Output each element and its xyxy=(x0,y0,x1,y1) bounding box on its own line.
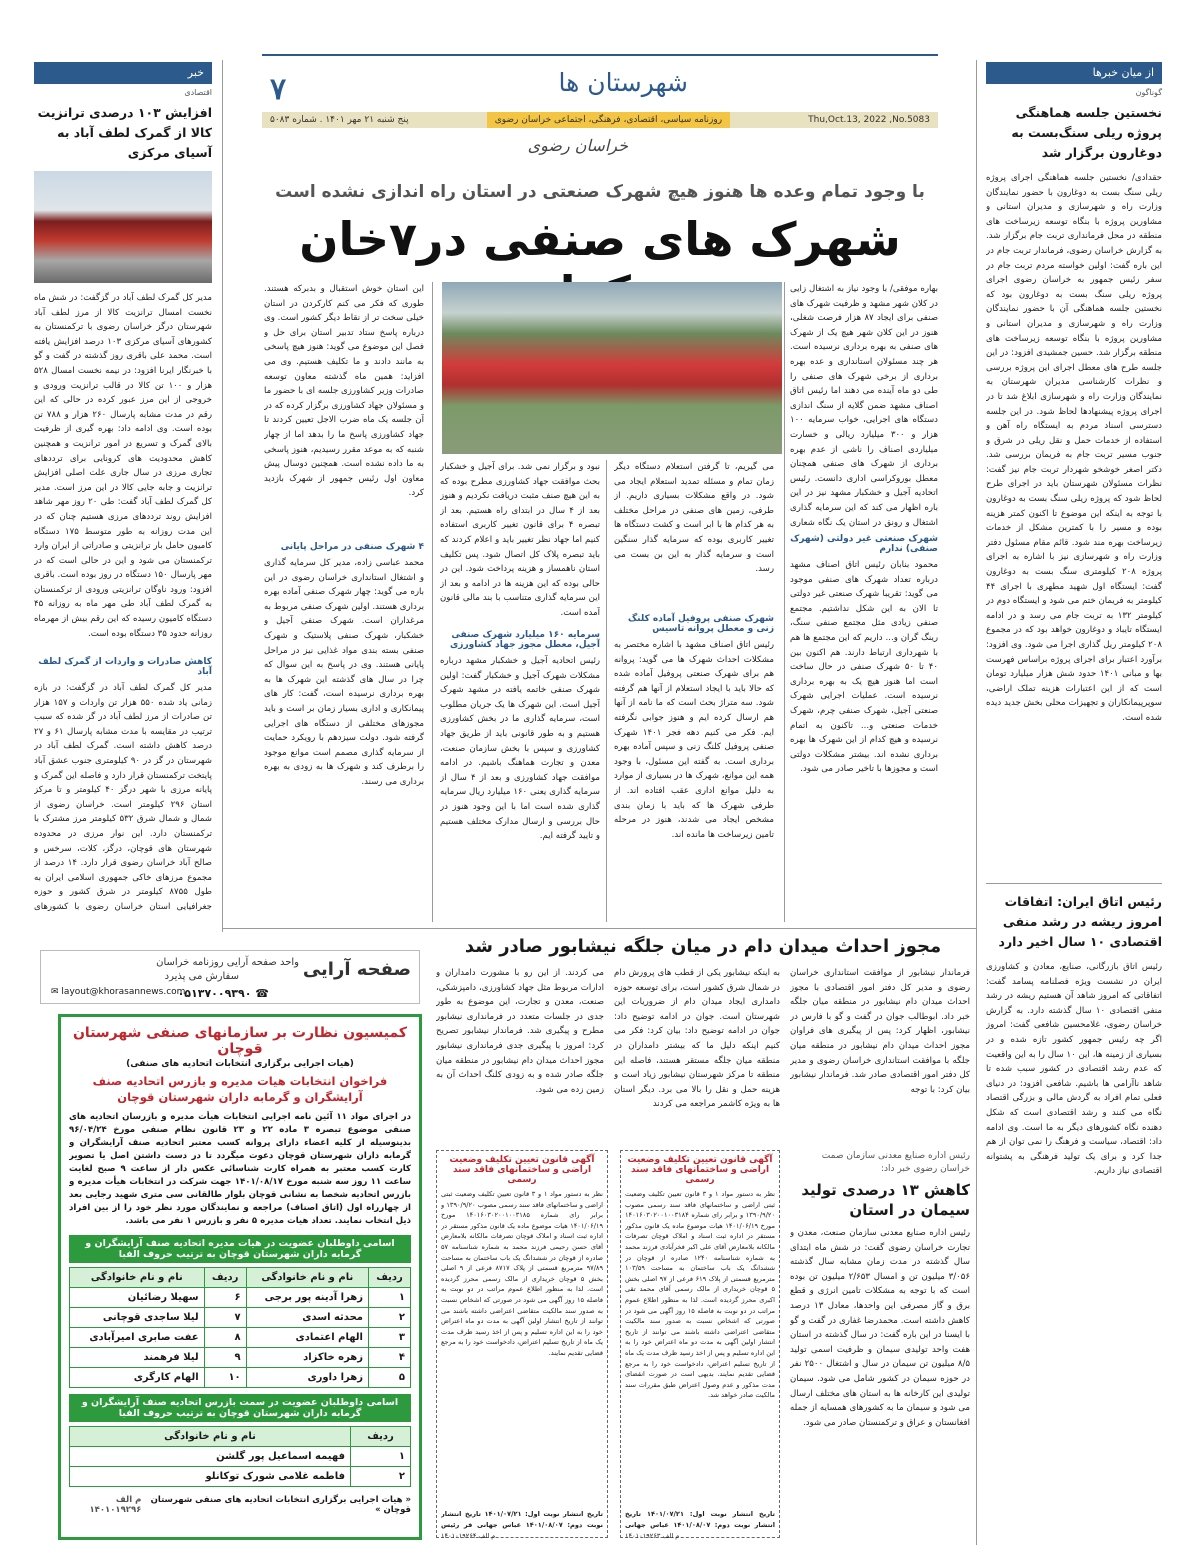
cement-kicker: رئیس اداره صنایع معدنی سازمان صمت خراسان رضوی خبر داد: xyxy=(821,1151,970,1174)
left-column-rule xyxy=(222,60,223,932)
table-cell: الهام کارگری xyxy=(70,1368,205,1388)
table-cell: ۳ xyxy=(368,1328,410,1348)
promo-line2: سفارش می پذیرد xyxy=(164,971,239,982)
ad-body: در اجرای مواد ۱۱ آئین نامه اجرایی انتخابات هیأت مدیره و بازرسان اتحادیه های صنفی موضوع تبصره ۳ ماده ۲۲ و ۲۳ قانون نظام صنفی مورخ ۹۶/۰۴/۲۴ بدینوسیله از کلیه اعضاء دارای پروانه کسب معتبر اتحادیه صنف آرایشگران و گرمابه داران شهرستان قوچان دعوت میگردد تا در دست داشتن اصل یا تصویر کارت کسب معتبر به همراه کارت شناسائی عکس دار از ساعت ۹ صبح لغایت ساعت ۱۱ روز سه شنبه مورخ ۱۴۰۱/۰۸/۱۷ جهت شرکت در انتخابات هیأت مدیره و بازرس اتحادیه شخصا به نشانی قوچان بلوار طالقانی سی متری شهید رجایی بعد از چهارراه اول (اتاق اصناف) مراجعه و نمایندگان مورد نظر خود را از بین افراد ذیل انتخاب نمایند. تعداد هیات مدیره ۵ نفر و بازرس ۱ نفر می باشد. xyxy=(69,1112,411,1226)
promo-phone-number: ۰۵۱۳۷۰۰۹۳۹۰ xyxy=(177,987,252,1000)
notice2-body: نظر به دستور مواد ۱ و ۳ قانون تعیین تکلیف وضعیت ثبتی اراضی و ساختمانهای فاقد سند رسمی مصوب ۱۳۹۰/۹/۲۰ و برابر رای شماره ۱۴۰۱۶۰۳۰۲۰۰۱۰۰۳۱۸۵ مورخ ۱۴۰۱/۰۶/۱۹ هیات موضوع ماده یک قانون مذکور مستقر در اداره ثبت اسناد و املاک قوچان تصرفات مالکانه بلامعارض آقای حسن رحیمی فرزند محمد به شماره شناسنامه ۵۷ صادره از قوچان در ششدانگ یک باب ساختمان به مساحت ۹۷/۸۹ مترمربع قسمتی از پلاک ۸۷۱۷ فرعی از ۹ اصلی بخش ۵ قوچان خریداری از مالک رسمی محرز گردیده است. لذا به منظور اطلاع عموم مراتب در دو نوبت به فاصله ۱۵ روز آگهی می شود در صورتی که اشخاص نسبت به صدور سند مالکیت متقاضی اعتراضی داشته باشند می توانند از تاریخ انتشار اولین آگهی به مدت دو ماه اعتراض خود را به این اداره تسلیم و پس از اخذ رسید ظرف مدت یک ماه از تاریخ تسلیم اعتراض، دادخواست خود را به مرجع قضایی تقدیم نمایند. xyxy=(441,1190,603,1357)
masthead-top-rule xyxy=(262,54,938,56)
lead-sub4: ۴ شهرک صنفی در مراحل پایانی xyxy=(280,542,424,552)
lead-rule-1 xyxy=(784,282,785,922)
table-cell: زهرا آدینه پور برجی xyxy=(246,1288,368,1308)
masthead-strip xyxy=(262,112,938,128)
right-column-title2: رئیس اتاق ایران: اتفاقات امروز ریشه در رشد منفی اقتصادی ۱۰ سال اخیر دارد xyxy=(998,894,1162,949)
table-cell: لیلا فرهمند xyxy=(70,1348,205,1368)
left-column-body2: مدیر کل گمرک لطف آباد در گزگفت: در بازه زمانی یاد شده ۵۵۰ هزار تن واردات و ۱۵۷ هزار تن صادرات از مرز لطف آباد در گز شده که سبب ترتیب در مقایسه با مدت مشابه پارسال ۶۱ و ۲۷ درصد کاهش داشته است. گمرک لطف آباد در شهرستان در گز در ۹۰ کیلومتری جنوب عشق آباد پایتخت ترکمنستان قرار دارد و فاصله این گمرک و پایانه مرزی با شهر درگز ۴۰ کیلومتر و تا مرکز استان ۲۹۶ کیلومتر است. خراسان رضوی از شمال و شمال شرق ۵۳۲ کیلومتر مرز مشترک با ترکمنستان دارد. این نوار مرزی در محدوده شهرستان های قوچان، درگز، کلات، سرخس و صالح آباد خراسان رضوی قرار دارد. ۱۴ درصد از مجموع مرزهای خاکی جمهوری اسلامی ایران به طول ۸۷۵۵ کیلومتر در شرق کشور و حوزه جغرافیایی استان خراسان رضوی با کشورهای xyxy=(34,683,212,912)
col-header: ردیف xyxy=(204,1268,246,1288)
cement-body: رئیس اداره صنایع معدنی سازمان صنعت، معدن و تجارت خراسان رضوی گفت: در شش ماه ابتدای سال گذشته در مدت زمان مشابه سال گذشته ۳/۰۵۶ میلیون تن و امسال ۲/۶۵۳ میلیون تن بوده است که با توجه به مشکلات تامین انرژی و قطع برق و گاز مصرفی این واحدها، معادل ۱۳ درصد کاهش داشته است. محمدرضا غفاری در گفت و گو با ایسنا در این باره گفت: در سال گذشته در استان هفت واحد تولیدی سیمان و ظرفیت اسمی تولید ۸/۵ میلیون تن سیمان در سال و اشتغال ۲۵۰۰ نفر در حوزه سیمان در کشور شامل می شود. سیمان تولیدی این کارخانه ها به استان های مختلف ارسال می شود و سیمان ما به کشورهای همسایه از جمله افغانستان و عراق و ترکمنستان صادر می شود. xyxy=(790,1228,970,1428)
table-cell: الهام اعتمادی xyxy=(246,1328,368,1348)
lead-kicker: با وجود تمام وعده ها هنوز هیچ شهرک صنعتی در استان راه اندازی نشده است xyxy=(275,182,925,202)
right-column-city: گوناگون xyxy=(1135,88,1162,97)
notice1-title: آگهی قانون تعیین تکلیف وضعیت اراضی و ساختمانهای فاقد سند رسمی xyxy=(627,1155,773,1185)
left-column-tag: خبر xyxy=(34,62,212,84)
right-column-body: حقدادی/ نخستین جلسه هماهنگی اجرای پروژه ریلی سنگ بست به دوغارون با حضور نمایندگان وزارت راه و شهرسازی و مدیران استانی و مشاورین پروژه با بنگاه توسعه زیرساخت های منطقه در محل فرمانداری تربت جام برگزار شد. به گزارش خراسان رضوی، فرماندار تربت جام در این باره گفت: اولین خواسته مردم تربت جام در سفر رئیس جمهور به خراسان رضوی اجرای پروژه ریلی سنگ بست به دوغارون بود که نخستین جلسه هماهنگی آن با حضور نمایندگان وزارت راه و شهرسازی و مدیران استانی و مشاورین پروژه با بنگاه توسعه زیرساخت های منطقه برگزار شد. حسین جمشیدی افزود: در این جلسه طرح های معطل اجرای این پروژه بررسی و نظرات کارشناسی مدیران شهرستان به نمایندگان وزارت راه و شهرسازی ابلاغ شد تا در اجرای پروژه پیشنهادها لحاظ شود. در این جلسه دسترسی اسناد مردم به ایستگاه راه آهن و استفاده از خدمات حمل و نقل ریلی در شرق و جنوب مسیر تربت جام به فریمان بررسی شد. دکتر اصغر خوشخو شهردار تربت جام نیز گفت: نظرات مسئولان شهرستان باید در اجرای طرح لحاظ شود که پروژه ریلی سنگ بست به دوغارون با توجه به اینکه این موضوع تا اکنون کمتر هزینه بوده و مسیر را با کمترین مشکل از خدمات زیرساخت بهره مند شود. قائم مقام مسئول دفتر وزارت راه و شهرسازی نیز با اشاره به اجرای پروژه ۲۰۸ کیلومتری سنگ بست به دوغارون گفت: ایستگاه اول شهید مطهری با اجرای ۴۴ کیلومتر به فریمان ختم می شود و ایستگاه دوم در کیلومتر ۱۳۲ به تربت جام می رسد و در ادامه ایستگاه تایباد و دوغارون خواهد بود که در مجموع ۲۰۸ کیلومتر ریل گذاری اجرا می شود. وی افزود: برآورد اعتبار برای اجرای پروژه براساس فهرست بها و مبانی ۱۴۰۱ حدود شش هزار میلیارد تومان است که از این اعتبارات هزینه تملک اراضی، سوپرپیمانکاران و تجهیزات محلی بخش جدید دیده شده است. xyxy=(986,173,1162,723)
right-column-body2: رئیس اتاق بازرگانی، صنایع، معادن و کشاورزی ایران در نشست ویژه فصلنامه پسامد گفت: اتفاقاتی که امروز شاهد آن هستیم ریشه در رشد منفی اقتصادی ۱۰ سال گذشته دارد. به گزارش خراسان رضوی، غلامحسین شافعی گفت: امروز اگر چه رئیس جمهور کشور تازه شده و در بسیاری از زمینه ها، این ۱۰ سال را به این واقعیت که عدم رشد اقتصادی در کشور سبب شده تا شاهد ناآرامی ها باشیم. شافعی افزود: در دنیای فعلی تمام افراد به گردش مالی و بزرگی اقتصاد نگاه می کنند و رشد اقتصادی است که شکل دهنده نگاه کشورهای دیگر به ما است. وی ادامه داد: اقتصاد، سیاست و فرهنگ را نمی توان از هم جدا کرد و برای یک تولید فرهنگی به پشتوانه اقتصادی نیاز داریم. xyxy=(986,962,1162,1177)
lead-col3b-text: رئیس اتحادیه آجیل و خشکبار مشهد درباره مشکلات شهرک آجیل و خشکبار گفت: اولین شهرک صنفی خاتمه یافته در مشهد شهرک آجیل است. این شهرک ها یک جریان مطلوب است، سرمایه گذاری ما در بخش کشاورزی هستیم و به طور قانونی باید از طریق جهاد کشاورزی و سپس با بخش سازمان صنعت، معدن و تجارت هماهنگ باشیم. در ادامه موافقت جهاد کشاورزی و بعد از ۴ سال از سرمایه گذاری یعنی ۱۶۰ میلیارد ریال سرمایه گذاری شده است اما با این وجود هنوز در حال بررسی و ارسال مدارک مختلف هستیم و تایید گرفته ایم. xyxy=(440,656,600,842)
lead-rule-2 xyxy=(606,460,607,922)
table-row xyxy=(70,1447,411,1467)
left-column-subhead: کاهش صادرات و واردات از گمرک لطف آباد xyxy=(38,657,212,677)
lead-col4b-text: محمد عباسی زاده، مدیر کل سرمایه گذاری و اشتغال استانداری خراسان رضوی در این باره می گوید: چهار شهرک صنفی آماده بهره برداری هستند. اولین شهرک صنفی مربوط به مرغداران است. شهرک صنفی آجیل و خشکبار، شهرک صنفی پلاستیک و شهرک صنفی بسته بندی مواد غذایی نیز در مراحل پایانی هستند. وی در پاسخ به این سوال که چرا در سال های گذشته این شهرک ها به بهره برداری نرسیده است، گفت: کار های پیمانکاری و اداری بسیار زمان بر است و باید مجوزهای مختلفی از دستگاه های اجرایی گرفته شود. دولت سیزدهم با رویکرد حمایت از سرمایه گذاری مصمم است موانع موجود را برطرف کند و شهرک ها به زودی به بهره برداری می رسند. xyxy=(264,558,424,787)
table-cell: ۲ xyxy=(368,1308,410,1328)
inspector-candidates-table xyxy=(69,1426,411,1487)
ad-band-2: اسامی داوطلبان عضویت در سمت بازرس اتحادیه صنف آرایشگران و گرمابه داران شهرستان قوچان به ترتیب حروف الفبا xyxy=(69,1394,411,1422)
left-column xyxy=(34,62,212,915)
right-column xyxy=(986,62,1162,1532)
lead-col2b-text: رئیس اتاق اصناف مشهد با اشاره مختصر به مشکلات احداث شهرک ها می گوید: پروانه هم برای شهرک صنعتی پروفیل آماده شده که حالا باید با ایجاد استعلام از آنها هم گرفته شود. سه متراژ بحث است که ما نامه از آنها هم ارسال کرده ایم و هنوز جوابی نگرفته ایم. فکر می کنیم دهه فجر ۱۴۰۱ شهرک صنفی پروفیل کلنگ زنی و سپس آماده بهره برداری است. به گفته این مسئول، با وجود همه این موانع، شهرک ها در بسیاری از موارد به دلیل موانع اداری عقب افتاده اند. از طرفی شهرک ها که باید با زمان بندی مشخص ایجاد می شدند، هنوز در مرحله تامین زیرساخت ها مانده اند. xyxy=(614,640,774,840)
right-column-rule xyxy=(976,60,977,1545)
table-cell: زهرا داوری xyxy=(246,1368,368,1388)
table-cell: ۸ xyxy=(204,1328,246,1348)
table-row xyxy=(70,1328,411,1348)
lead-col-3 xyxy=(440,460,600,908)
table-cell: ۱ xyxy=(368,1288,410,1308)
left-column-title: افزایش ۱۰۳ درصدی ترانزیت کالا از گمرک لطف آباد به آسیای مرکزی xyxy=(37,105,212,160)
ad-footer: « هیات اجرایی برگزاری انتخابات اتحادیه های صنفی شهرستان قوچان » xyxy=(150,1495,411,1515)
lead-sub1: شهرک صنعتی غیر دولتی (شهرک صنفی) ندارم xyxy=(790,534,938,554)
second-col3: می کردند. از این رو با مشورت دامداران و ادارات مربوط مثل جهاد کشاورزی، دامپزشکی، صنعت، معدن و تجارت، این موضوع به طور جدی در جلسات متعدد در فرمانداری نیشابور مطرح و پیگیری شد. فرماندار نیشابور تصریح کرد: امروز با پیگیری جدی فرمانداری نیشابور مجوز احداث میدان دام نیشابور در منطقه میان جلگه صادر شده و به زودی کلنگ احداث آن به زمین زده می شود. xyxy=(436,968,604,1095)
table-row xyxy=(70,1288,411,1308)
table-cell: ۹ xyxy=(204,1348,246,1368)
lead-col-1 xyxy=(790,282,938,922)
ad-subtitle: (هیات اجرایی برگزاری انتخابات اتحادیه های صنفی) xyxy=(126,1059,354,1069)
table-cell: ۶ xyxy=(204,1288,246,1308)
ad-code: م الف ۱۴۰۱۰۱۹۲۹۶ xyxy=(89,1495,142,1515)
phone-icon: ☎ xyxy=(255,987,269,1000)
mail-icon: ✉ xyxy=(51,987,59,997)
notice2-title: آگهی قانون تعیین تکلیف وضعیت اراضی و ساختمانهای فاقد سند رسمی xyxy=(449,1155,595,1185)
table-row xyxy=(70,1467,411,1487)
election-notice-ad xyxy=(58,1014,422,1540)
col-header: ردیف xyxy=(368,1268,410,1288)
table-row xyxy=(70,1308,411,1328)
table-cell: ۷ xyxy=(204,1308,246,1328)
promo-line1: واحد صفحه آرایی روزنامه خراسان xyxy=(156,957,299,968)
table-cell: لیلا ساجدی قوچانی xyxy=(70,1308,205,1328)
lead-sub3: سرمایه ۱۶۰ میلیارد شهرک صنفی آجیل، معطل مجوز جهاد کشاورزی xyxy=(450,630,600,650)
truck-photo xyxy=(34,171,212,283)
table-cell: ۵ xyxy=(368,1368,410,1388)
issue-date-fa: پنج شنبه ۲۱ مهر ۱۴۰۱ . شماره ۵۰۸۳ xyxy=(270,115,409,125)
lead-col2-text: می گیریم، تا گرفتن استعلام دستگاه دیگر زمان تمام و مسئله تمدید استعلام ایجاد می شود. در واقع مشکلات بسیاری داریم. از طرفی، زمین های صنفی در مراحل مختلف به هر کدام ها با ابر است و کشت دستگاه ها تغییر کاربری بوده که سرمایه گذار سنگین است و سرمایه گذار به این بن بست می رسد. xyxy=(614,462,774,575)
table-cell: عفت صابری امیرآبادی xyxy=(70,1328,205,1348)
section-title: شهرستان ها xyxy=(558,68,688,97)
industrial-park-photo xyxy=(442,282,782,454)
issue-date-en: Thu,Oct.13, 2022 ,No.5083 xyxy=(808,115,930,125)
second-col2: به اینکه نیشابور یکی از قطب های پرورش دام در شمال شرق کشور است، برای توسعه حوزه دامداری ایجاد میدان دام از ضروریات این شهرستان است. جوان در ادامه توضیح داد: جوان در ادامه توضیح داد: بیان کرد: فکر می کنیم اینکه دلیل ما که بیشتر دامداران در منطقه میان جلگه مستقر هستند، فاصله این منطقه تا مرکز شهرستان نیشابور زیاد است و هزینه حمل و نقل را بالا می برد. دیگر استان ها به ویژه کاشمر مراجعه می کردند xyxy=(614,968,780,1110)
notice2-code: م الف ۱۴۰۱۰۱۹۲۶۴ xyxy=(441,1532,496,1540)
ad-notice-title: فراخوان انتخابات هیات مدیره و بازرس اتحادیه صنف آرایشگران و گرمابه داران شهرستان قوچان xyxy=(92,1074,388,1104)
table-cell: سهیلا رضائیان xyxy=(70,1288,205,1308)
lead-col-4 xyxy=(264,282,424,912)
notice1-footer: تاریخ انتشار نوبت اول: ۱۴۰۱/۰۷/۲۱ تاریخ انتشار نوبت دوم: ۱۴۰۱/۰۸/۰۷ عباس جهانی xyxy=(625,1510,775,1529)
table-header-row xyxy=(70,1268,411,1288)
layout-promo-ad xyxy=(40,950,420,1004)
right-column-tag: از میان خبرها xyxy=(986,62,1162,84)
col-header: نام و نام خانوادگی xyxy=(70,1268,205,1288)
table-cell: ۱۰ xyxy=(204,1368,246,1388)
table-row xyxy=(70,1348,411,1368)
notice1-body: نظر به دستور مواد ۱ و ۳ قانون تعیین تکلیف وضعیت ثبتی اراضی و ساختمانهای فاقد سند رسمی مصوب ۱۳۹۰/۹/۲۰ و برابر رای شماره ۱۴۰۱۶۰۳۰۲۰۰۱۰۰۳۱۸۴ مورخ ۱۴۰۱/۰۶/۱۹ هیات موضوع ماده یک قانون مذکور مستقر در اداره ثبت اسناد و املاک قوچان تصرفات مالکانه بلامعارض آقای علی اکبر فخرآبادی فرزند محمد به شماره شناسنامه ۱۲۴۰ صادره از قوچان در ششدانگ یک باب ساختمان به مساحت ۱۰۳/۵۹ مترمربع قسمتی از پلاک ۶۱۹ فرعی از ۹۷ اصلی بخش ۵ قوچان خریداری از مالک رسمی آقای محمد تقی اکبری محرز گردیده است. لذا به منظور اطلاع عموم مراتب در دو نوبت به فاصله ۱۵ روز آگهی می شود در صورتی که اشخاص نسبت به صدور سند مالکیت متقاضی اعتراضی داشته باشند می توانند از تاریخ انتشار اولین آگهی به مدت دو ماه اعتراض خود را به این اداره تسلیم و پس از اخذ رسید ظرف مدت یک ماه از تاریخ تسلیم اعتراض، دادخواست خود را به مرجع قضایی تقدیم نمایند. بدیهی است در صورت انقضای مدت مذکور و عدم وصول اعتراض طبق مقررات سند مالکیت صادر خواهد شد. xyxy=(625,1190,775,1400)
left-column-body: مدیر کل گمرک لطف آباد در گزگفت: در شش ماه نخست امسال ترانزیت کالا از مرز لطف آباد شهرستان درگز خراسان رضوی با ترکمنستان به کشورهای آسیای مرکزی ۱۰۳ درصد افزایش یافته است. محمد علی باقری روز گذشته در گفت و گو با خبرنگار ایرنا افزود: در نیمه نخست امسال ۵۲۸ هزار و ۱۰۰ تن کالا در قالب ترانزیت ورودی و خروجی از این مرز عبور کرده در حالی که این رقم در مدت مشابه پارسال ۲۶۰ هزار و ۷۸۸ تن بوده است. وی ادامه داد: بهره گیری از ظرفیت بالای گمرک و تسریع در امور ترانزیت و همچنین کاهش محدودیت های کرونایی برای ترددهای تجاری مرزی در سال جاری علت اصلی افزایش ترانزیت و جابه جایی کالا در این مرز است. مدیر کل گمرک لطف آباد گفت: طی ۲۰ روز مهر شاهد افزایش روند ترددهای مرزی هستیم چنان که در این مدت روزانه به طور متوسط ۱۷۵ دستگاه کامیون حامل بار ترانزیتی و صادراتی از ایران وارد ترکمنستان می شود و این در حالی است که در مهر پارسال ۱۵۰ دستگاه در روز بوده است. باقری افزود: ورود ناوگان ترانزیتی ورودی از ترکمنستان به گمرک لطف آباد طی مهر ماه به روزانه ۴۵ دستگاه کامیون رسیده که این رقم بیش از مهرماه روزانه حدود ۳۵ دستگاه بوده است. xyxy=(34,293,212,639)
lead-col-2 xyxy=(614,460,774,922)
table-cell: ۲ xyxy=(351,1467,411,1487)
newspaper-logo: خراسان رضوی xyxy=(527,136,628,155)
tagline: روزنامه سیاسی، اقتصادی، فرهنگی، اجتماعی خراسان رضوی xyxy=(487,112,730,128)
table-row xyxy=(70,1368,411,1388)
board-candidates-table xyxy=(69,1267,411,1388)
lead-headline: شهرک های صنفی در۷خان xyxy=(299,212,901,266)
lead-col1b-text: محمود بنابان رئیس اتاق اصناف مشهد درباره تعداد شهرک های صنفی موجود می گوید: تقریبا شهرک صنعتی غیر دولتی تا الان به این شکل نداشتیم. مجتمع صنفی زیادی مثل مجتمع صنفی سنگ، رینگ گران و... داریم که این مجتمع ها هم با شهرداری ارتباط دارند. هم اکنون بین ۴۰ تا ۵۰ شهرک صنفی در حال ساخت است اما هنوز هیچ یک به بهره برداری نرسیده است. عملیات اجرایی شهرک صنعتی آجیل، شهرک صنفی چرم، شهرک خدمات صنعتی و... تاکنون به اتمام نرسیده و هیچ کدام از این شهرک ها بهره برداری نشده اند. بیشتر مشکلات دولتی است و مجوزها با تاخیر صادر می شود. xyxy=(790,560,938,775)
notice1-code: م الف ۱۴۰۱۰۱۹۲۶۳ xyxy=(625,1532,680,1540)
table-header-row xyxy=(70,1427,411,1447)
promo-email-address: layout@khorasannews.com xyxy=(61,987,186,997)
right-column-title: نخستین جلسه هماهنگی پروژه ریلی سنگ‌بست به دوغارون برگزار شد xyxy=(1011,105,1162,160)
ad-title: کمیسیون نظارت بر سازمانهای صنفی شهرستان قوچان xyxy=(72,1025,408,1057)
promo-phone xyxy=(178,987,269,1000)
lead-rule-3 xyxy=(432,282,433,922)
table-cell: ۴ xyxy=(368,1348,410,1368)
table-cell: زهره خاکزاد xyxy=(246,1348,368,1368)
legal-notice-1 xyxy=(620,1150,780,1538)
cement-story xyxy=(790,1150,970,1530)
masthead xyxy=(262,60,938,172)
col-header: نام و نام خانوادگی xyxy=(246,1268,368,1288)
lead-col1-text: بهاره موفقی/ با وجود نیاز به اشتغال زایی در کلان شهر مشهد و ظرفیت شهرک های صنفی برای ایجاد ۸۷ هزار فرصت شغلی، هنوز در این کلان شهر هیچ یک از شهرک های صنفی به بهره برداری نرسیده است. هر چند مسئولان استانداری و عده بهره برداری از برخی شهرک های صنفی را طی دو ماه آینده می دهند اما رئیس اتاق اصناف مشهد ضمن گلایه از سنگ اندازی دستگاه های اجرایی، خواب سرمایه ۱۰۰ هزار و ۳۰۰ میلیارد ریالی و خسارت میلیاردی اصناف را ناشی از عدم بهره برداری از شهرک های صنفی همچنان معطل بوروکراسی اداری دانست. رئیس اتحادیه آجیل و خشکبار مشهد نیز در این باره اظهار می کند که این سرمایه گذاری اشتغال و رونق در استان یک نگاه شعاری xyxy=(790,284,938,528)
col-header: نام و نام خانوادگی xyxy=(70,1427,351,1447)
second-col1: فرماندار نیشابور از موافقت استانداری خراسان رضوی و مدیر کل دفتر امور اقتصادی با مجوز احداث میدان دام نیشابور در منطقه میان جلگه خبر داد. ابوطالب جوان در گفت و گو با فارس در نیشابور، اظهار کرد: پس از پیگیری های فراوان مجوز احداث میدان دام نیشابور در منطقه میان جلگه با موافقت استانداری خراسان رضوی و مدیر کل دفتر امور اقتصادی صادر شد. فرماندار نیشابور بیان کرد: با توجه xyxy=(790,968,970,1095)
lead-col4-text: این استان خوش استقبال و بدبرکه هستند. طوری که فکر می کنم کارکردن در استان خیلی سخت تر از نقاط دیگر کشور است. وی درباره پاسخ ستاد تدبیر استان برای حل و فصل این موضوع می گوید: هنوز هیچ پاسخی به مانند دادند و ما تکلیف هستیم. وی می افزاید: همین ماه گذشته معاون توسعه صادرات وزیر کشاورزی جلسه ای با حضور ما و مسئولان جهاد کشاورزی برگزار کرده که در آن جلسه یک ماه ضرب الاجل تعیین کردند تا جهاد کشاورزی پاسخ ما را بدهد اما از چهار شنبه که به موعد مقرر رسیدیم، هنوز پاسخی به ما داده نشده است. همچنین دوسال پیش معاون اول رئیس جمهور از شهرک بازدید کرد. xyxy=(264,284,424,499)
notice2-footer: تاریخ انتشار نوبت اول: ۱۴۰۱/۰۷/۲۱ تاریخ انتشار نوبت دوم: ۱۴۰۱/۰۸/۰۷ عباس جهانی فر رئیس xyxy=(441,1510,603,1529)
promo-title: صفحه آرایی xyxy=(302,959,411,980)
promo-email xyxy=(51,987,185,997)
legal-notice-2 xyxy=(436,1150,608,1538)
ad-band-1: اسامی داوطلبان عضویت در هیات مدیره اتحادیه صنف آرایشگران و گرمابه داران شهرستان قوچان به ترتیب حروف الفبا xyxy=(69,1235,411,1263)
col-header: ردیف xyxy=(351,1427,411,1447)
right-column-divider xyxy=(986,883,1162,884)
lead-bottom-rule xyxy=(222,928,976,929)
cement-headline: کاهش ۱۳ درصدی تولید سیمان در استان xyxy=(801,1181,970,1219)
table-cell: فاطمه غلامی شورک توکانلو xyxy=(70,1467,351,1487)
left-column-city: اقتصادی xyxy=(184,88,212,97)
table-cell: فهیمه اسماعیل پور گلشن xyxy=(70,1447,351,1467)
table-cell: محدثه اسدی xyxy=(246,1308,368,1328)
lead-sub2: شهرک صنفی پروفیل آماده کلنگ زنی و معطل پروانه تاسیس xyxy=(627,614,774,634)
second-headline: مجوز احداث میدان دام در میان جلگه نیشابور صادر شد xyxy=(464,936,942,957)
page-number: ۷ xyxy=(270,72,287,107)
table-cell: ۱ xyxy=(351,1447,411,1467)
lead-col3-text: نبود و برگزار نمی شد. برای آجیل و خشکبار بحث موافقت جهاد کشاورزی مطرح بوده که به این هیچ صنف مثبت دریافت نکردیم و هنوز بعد از ۴ سال در ابتدای راه هستیم. بعد از تبصره ۴ برای قانون تغییر کاربری استفاده کنیم اما جهاد نظر تغییر باید و اعلام کردند که باید تبصره پلاک کل اتصال شود. پس تکلیف استان ناهمساز و هزینه پرداخت شود. این در حالی بوده که این هزینه ها در ادامه و بعد از این سرمایه گذاری متناسب با بند مالی قانون آمده است. xyxy=(440,462,600,618)
